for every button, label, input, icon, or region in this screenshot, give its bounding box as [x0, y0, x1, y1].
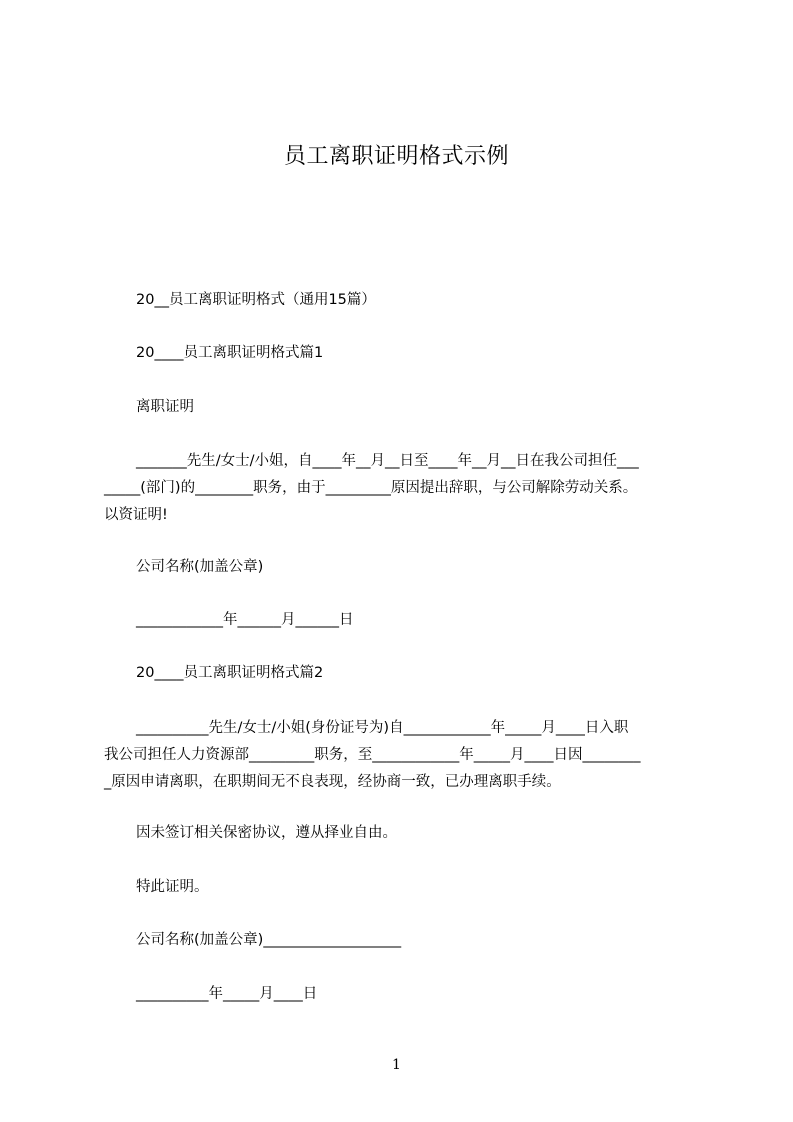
- section-2-heading: 20____员工离职证明格式篇2: [136, 665, 324, 681]
- certificate-title: 离职证明: [136, 399, 194, 415]
- section-1-company-seal: 公司名称(加盖公章): [136, 559, 264, 575]
- section-2-date-line: __________年_____月____日: [136, 986, 318, 1002]
- section-1-heading: 20____员工离职证明格式篇1: [136, 345, 324, 361]
- page-title: 员工离职证明格式示例: [283, 144, 509, 169]
- section-1-body-line-2: _____(部门)的________职务，由于_________原因提出辞职，与公司解除劳动关系。: [104, 480, 638, 496]
- section-1-date-line: ____________年______月______日: [136, 612, 354, 628]
- section-2-body-line-2: 我公司担任人力资源部_________职务，至____________年_____月____日因________: [104, 747, 641, 763]
- page-number: 1: [392, 1057, 401, 1073]
- main-heading: 20__员工离职证明格式（通用15篇）: [136, 292, 376, 308]
- hereby-certify: 特此证明。: [136, 879, 209, 895]
- section-2-body-line-3: _原因申请离职，在职期间无不良表现，经协商一致，已办理离职手续。: [104, 774, 561, 790]
- section-1-body-line-3: 以资证明!: [104, 507, 168, 523]
- confidentiality-note: 因未签订相关保密协议，遵从择业自由。: [136, 825, 397, 841]
- section-2-body-line-1: __________先生/女士/小姐(身份证号为)自____________年_____月____日入职: [136, 720, 629, 736]
- section-2-company-seal: 公司名称(加盖公章)___________________: [136, 932, 402, 948]
- section-1-body-line-1: _______先生/女士/小姐，自____年__月__日至____年__月__日在我公司担任___: [136, 453, 639, 469]
